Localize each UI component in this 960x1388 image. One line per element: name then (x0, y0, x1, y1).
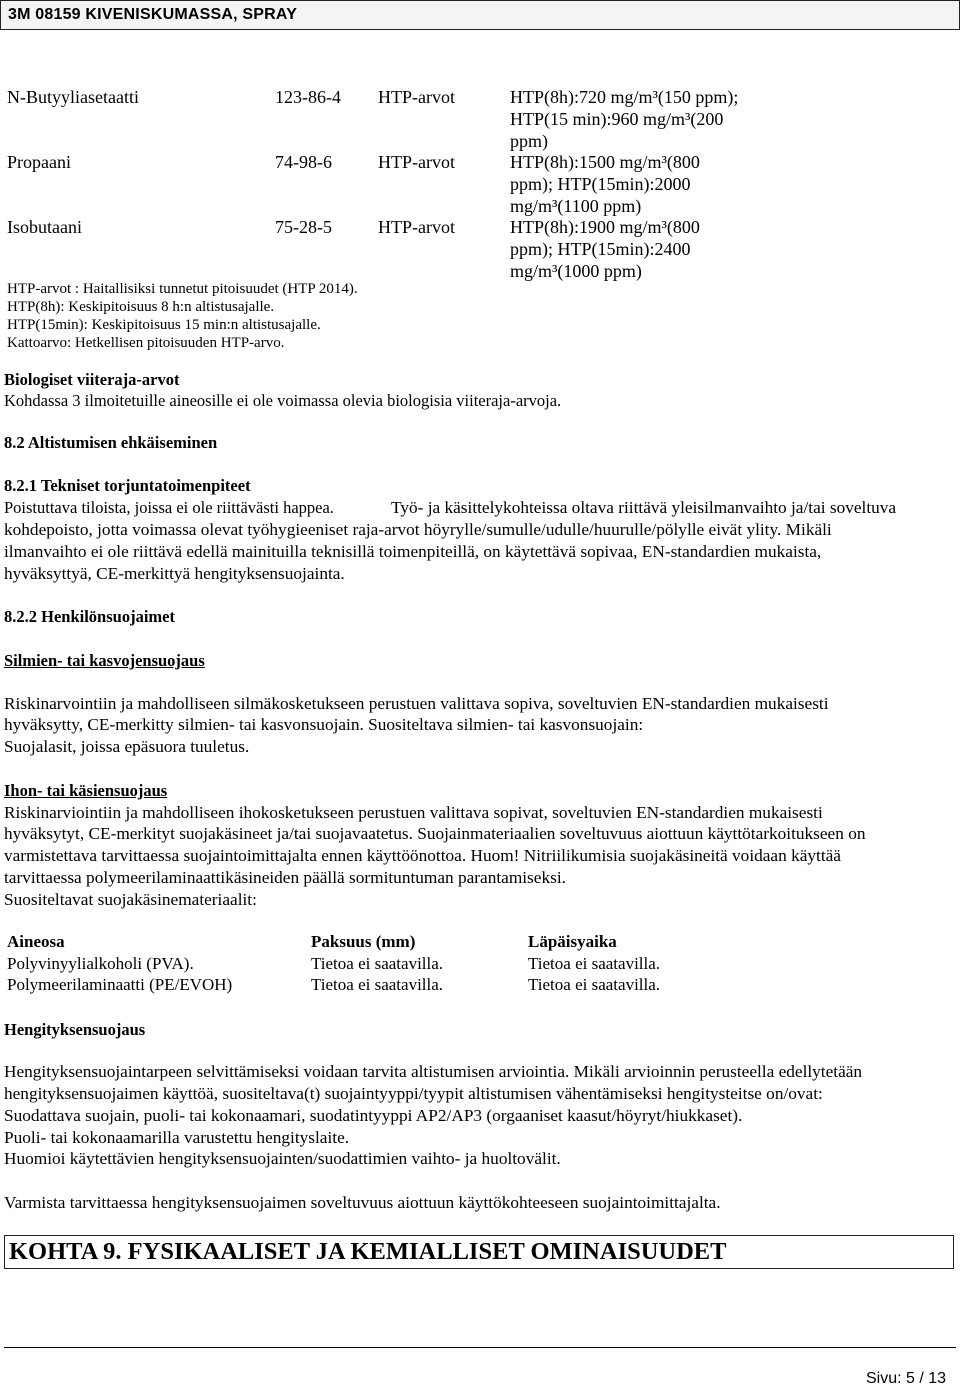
table-note: Kattoarvo: Hetkellisen pitoisuuden HTP-arvo. (7, 335, 285, 351)
footer-divider (4, 1347, 956, 1348)
limit-value-line: mg/m³(1000 ppm) (510, 261, 642, 281)
column-header: Aineosa (7, 932, 65, 951)
cas-number: 74-98-6 (275, 152, 332, 172)
substance-name: N-Butyyliasetaatti (7, 87, 139, 107)
table-cell: Polymeerilaminaatti (PE/EVOH) (7, 975, 233, 994)
respiratory-protection-heading: Hengityksensuojaus (4, 1020, 146, 1039)
limit-type: HTP-arvot (378, 87, 455, 107)
section-9-heading-box (4, 1235, 954, 1269)
limit-value-line: ppm); HTP(15min):2400 (510, 239, 691, 259)
substance-name: Isobutaani (7, 217, 82, 237)
table-note: HTP-arvot : Haitallisiksi tunnetut pitoisuudet (HTP 2014). (7, 281, 358, 297)
paragraph-line: Suodattava suojain, puoli- tai kokonaamari, suodatintyyppi AP2/AP3 (orgaaniset kaasut/höyryt/hiukkaset). (4, 1106, 743, 1125)
limit-value-line: HTP(15 min):960 mg/m³(200 (510, 109, 724, 129)
section-8-2-heading: 8.2 Altistumisen ehkäiseminen (4, 433, 218, 452)
paragraph-line: hengityksensuojaimen käyttöä, suositeltava(t) suojaintyyppi/tyypit altistumisen vähentämiseksi hengitysteitse on/ovat: (4, 1084, 823, 1103)
cas-number: 123-86-4 (275, 87, 341, 107)
column-header: Paksuus (mm) (311, 932, 416, 951)
limit-value-line: ppm); HTP(15min):2000 (510, 174, 691, 194)
paragraph-line: hyväksytty, CE-merkitty silmien- tai kasvonsuojain. Suositeltava silmien- tai kasvonsuojain: (4, 715, 644, 734)
paragraph-line: varmistettava tarvittaessa suojaintoimittajalta ennen käyttöönottoa. Huom! Nitriilikumisia suojakäsineitä voidaan käyttää (4, 846, 841, 865)
table-note: HTP(8h): Keskipitoisuus 8 h:n altistusajalle. (7, 299, 275, 315)
bio-text: Kohdassa 3 ilmoitetuille aineosille ei ole voimassa olevia biologisia viiteraja-arvoja. (4, 391, 562, 410)
bio-heading: Biologiset viiteraja-arvot (4, 370, 180, 389)
limit-value-line: HTP(8h):720 mg/m³(150 ppm); (510, 87, 739, 107)
paragraph-line: Poistuttava tiloista, joissa ei ole riittävästi happea. (4, 498, 334, 517)
paragraph-line: ilmanvaihto ei ole riittävä edellä mainituilla teknisillä toimenpiteillä, on käytettävä sopivaa, EN-standardien mukaista, (4, 542, 822, 561)
table-cell: Tietoa ei saatavilla. (311, 954, 444, 973)
table-cell: Tietoa ei saatavilla. (528, 975, 661, 994)
limit-value-line: HTP(8h):1500 mg/m³(800 (510, 152, 700, 172)
limit-value-line: ppm) (510, 131, 548, 151)
paragraph-line: Huomioi käytettävien hengityksensuojainten/suodattimien vaihto- ja huoltovälit. (4, 1149, 561, 1168)
table-cell: Tietoa ei saatavilla. (528, 954, 661, 973)
paragraph-line: Hengityksensuojaintarpeen selvittämiseksi voidaan tarvita altistumisen arviointia. Mikäli arvioinnin perusteella edellytetään (4, 1062, 863, 1081)
limit-type: HTP-arvot (378, 217, 455, 237)
page-number: Sivu: 5 / 13 (866, 1370, 947, 1387)
paragraph-line: Varmista tarvittaessa hengityksensuojaimen soveltuvuus aiottuun käyttökohteeseen suojaintoimittajalta. (4, 1193, 721, 1212)
cas-number: 75-28-5 (275, 217, 332, 237)
table-cell: Tietoa ei saatavilla. (311, 975, 444, 994)
section-8-2-1-heading: 8.2.1 Tekniset torjuntatoimenpiteet (4, 476, 251, 495)
paragraph-line: hyväksytyt, CE-merkityt suojakäsineet ja/tai suojavaatetus. Suojainmateriaalien soveltuvuus aiottuun käyttötarkoitukseen on (4, 824, 866, 843)
limit-value-line: mg/m³(1100 ppm) (510, 196, 642, 216)
section-8-2-2-heading: 8.2.2 Henkilönsuojaimet (4, 607, 175, 626)
paragraph-line: kohdepoisto, jotta voimassa olevat työhygieeniset raja-arvot höyrylle/sumulle/udulle/huurulle/pölylle eivät ylity. Mikäli (4, 520, 832, 539)
document-header (0, 0, 960, 30)
table-note: HTP(15min): Keskipitoisuus 15 min:n altistusajalle. (7, 317, 321, 333)
limit-value-line: HTP(8h):1900 mg/m³(800 (510, 217, 700, 237)
paragraph-line: Riskinarviointiin ja mahdolliseen ihokosketukseen perustuen valittava sopivat, soveltuvien EN-standardien mukaisesti (4, 803, 823, 822)
section-9-title: KOHTA 9. FYSIKAALISET JA KEMIALLISET OMINAISUUDET (9, 1238, 727, 1265)
paragraph-line: Työ- ja käsittelykohteissa oltava riittävä yleisilmanvaihto ja/tai soveltuva (391, 498, 897, 517)
paragraph-line: Suositeltavat suojakäsinemateriaalit: (4, 890, 257, 909)
column-header: Läpäisyaika (528, 932, 617, 951)
paragraph-line: Riskinarvointiin ja mahdolliseen silmäkosketukseen perustuen valittava sopiva, soveltuvien EN-standardien mukaisesti (4, 694, 829, 713)
paragraph-line: Puoli- tai kokonaamarilla varustettu hengityslaite. (4, 1128, 350, 1147)
eye-protection-heading: Silmien- tai kasvojensuojaus (4, 651, 205, 670)
document-title: 3M 08159 KIVENISKUMASSA, SPRAY (8, 6, 298, 23)
paragraph-line: Suojalasit, joissa epäsuora tuuletus. (4, 737, 250, 756)
paragraph-line: hyväksyttyä, CE-merkittyä hengityksensuojainta. (4, 564, 345, 583)
limit-type: HTP-arvot (378, 152, 455, 172)
skin-protection-heading: Ihon- tai käsiensuojaus (4, 781, 168, 800)
paragraph-line: tarvittaessa polymeerilaminaattikäsineiden päällä sormituntuman parantamiseksi. (4, 868, 566, 887)
substance-name: Propaani (7, 152, 71, 172)
table-cell: Polyvinyylialkoholi (PVA). (7, 954, 194, 973)
